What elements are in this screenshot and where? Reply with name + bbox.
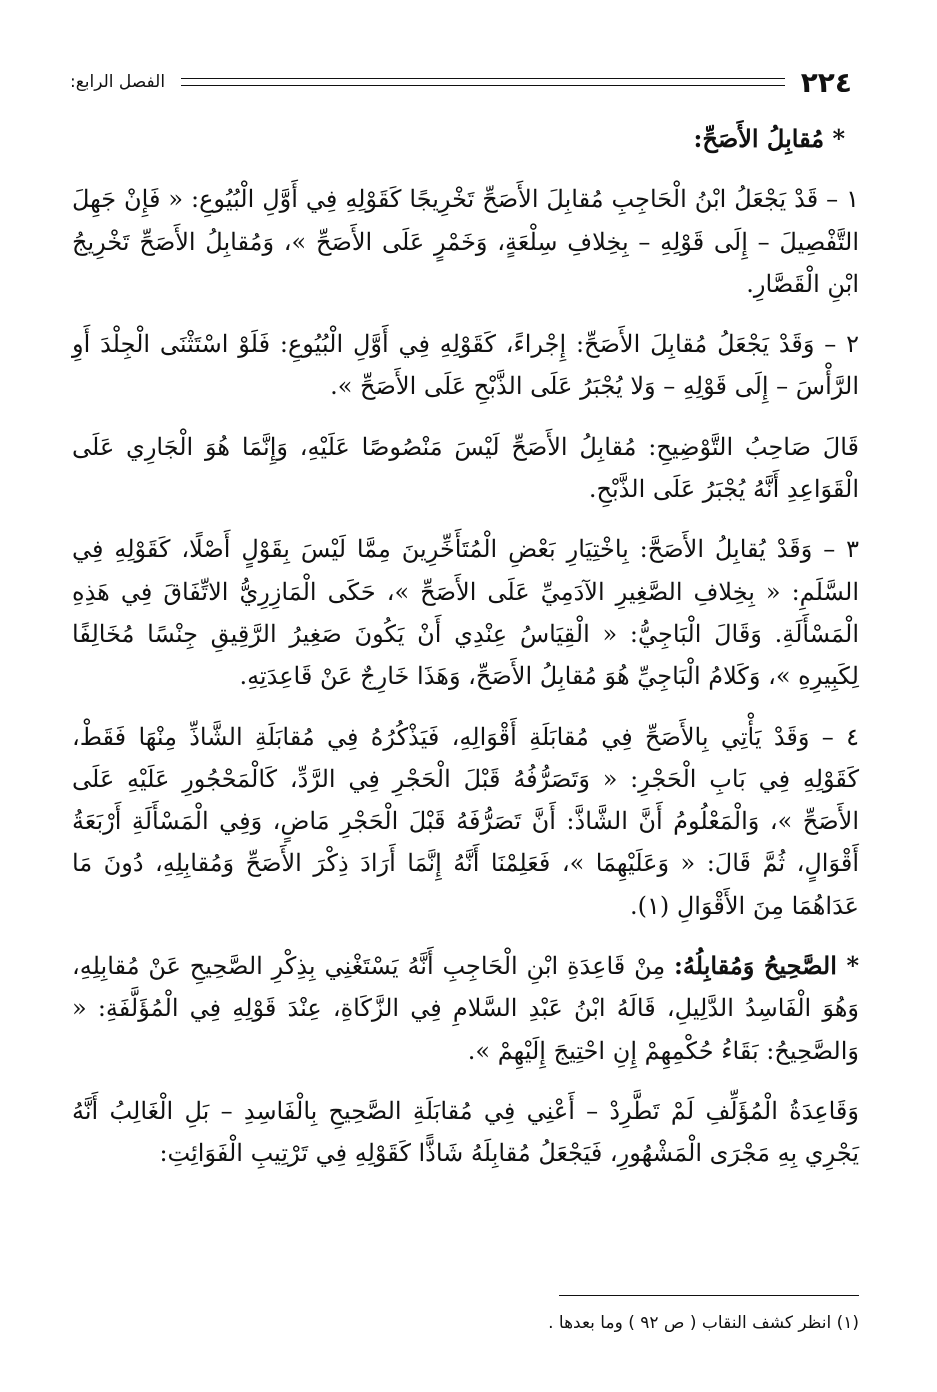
section-heading-sahih: * الصَّحِيحُ وَمُقابِلُهُ:: [674, 951, 859, 981]
paragraph-6-text: مِنْ قَاعِدَةِ ابْنِ الْحَاجِبِ أَنَّهُ يَسْتَغْنِي بِذِكْرِ الصَّحِيحِ عَنْ مُقابِلِهِ، وَهُوَ الْفَاسِدُ الدَّلِيلِ، قَالَهُ ابْنُ عَبْدِ السَّلامِ فِي الزَّكَاةِ، عِنْدَ قَوْلِهِ فِي الْمُؤَلَّفَةِ: « وَالصَّحِيحُ: بَقَاءُ حُكْمِهِمْ إِنِ احْتِيجَ إِلَيْهِمْ ».: [72, 952, 859, 1065]
footnote-divider: [559, 1295, 859, 1296]
paragraph-2: ٢ – وَقَدْ يَجْعَلُ مُقابِلَ الأَصَحِّ: إِجْراءً، كَقَوْلِهِ فِي أَوَّلِ الْبُيُوعِ: فَلَوْ اسْتَثْنَى الْجِلْدَ أَوِ الرَّأْسَ – إِلَى قَوْلِهِ – وَلا يُجْبَرُ عَلَى الذَّبْحِ عَلَى الأَصَحِّ ».: [72, 330, 859, 401]
section-heading-asahh: * مُقابِلُ الأَصَحِّ:: [693, 124, 845, 153]
page-number: ٢٢٤: [800, 65, 852, 99]
paragraph-5: ٤ – وَقَدْ يَأْتِي بِالأَصَحِّ فِي مُقابَلَةِ أَقْوَالِهِ، فَيَذْكُرُهُ فِي مُقابَلَةِ الشَّاذِّ مِنْهَا فَقَطْ، كَقَوْلِهِ فِي بَابِ الْحَجْرِ: « وَتَصَرُّفُهُ قَبْلَ الْحَجْرِ فِي الرَّدِّ، كَالْمَحْجُورِ عَلَيْهِ عَلَى الأَصَحِّ »، وَالْمَعْلُومُ أَنَّ الشَّاذَّ: أَنَّ تَصَرُّفَهُ قَبْلَ الْحَجْرِ مَاضٍ، وَفِي الْمَسْأَلَةِ أَرْبَعَةُ أَقْوَالٍ، ثُمَّ قَالَ: « وَعَلَيْهِمَا »، فَعَلِمْنَا أَنَّهُ إِنَّمَا أَرَادَ ذِكْرَ الأَصَحِّ وَمُقابِلِهِ، دُونَ مَا عَدَاهُمَا مِنَ الأَقْوَالِ (١).: [72, 722, 859, 920]
running-header: [70, 62, 852, 102]
chapter-title: الفصل الرابع:: [70, 72, 166, 92]
header-double-rule: [181, 78, 785, 86]
main-text: [72, 118, 859, 1181]
footnote: (١) انظر كشف النقاب ( ص ٩٢ ) وما بعدها .: [548, 1313, 859, 1333]
paragraph-1: ١ – قَدْ يَجْعَلُ ابْنُ الْحَاجِبِ مُقابِلَ الأَصَحِّ تَخْرِيجًا كَقَوْلِهِ فِي أَوَّلِ الْبُيُوعِ: « فَإِنْ جَهِلَ التَّفْصِيلَ – إِلَى قَوْلِهِ – بِخِلافِ سِلْعَةٍ، وَخَمْرٍ عَلَى الأَصَحِّ »، وَمُقابِلُ الأَصَحِّ تَخْرِيجُ ابْنِ الْقَصَّارِ.: [72, 185, 859, 298]
paragraph-7: وَقَاعِدَةُ الْمُؤَلِّفِ لَمْ تَطَّرِدْ – أَعْنِي فِي مُقابَلَةِ الصَّحِيحِ بِالْفَاسِدِ – بَلِ الْغَالِبُ أَنَّهُ يَجْرِي بِهِ مَجْرَى الْمَشْهُورِ، فَيَجْعَلُ مُقابِلَهُ شَاذًّا كَقَوْلِهِ فِي تَرْتِيبِ الْفَوَائِتِ:: [72, 1096, 859, 1168]
paragraph-3: قَالَ صَاحِبُ التَّوْضِيحِ: مُقابِلُ الأَصَحِّ لَيْسَ مَنْصُوصًا عَلَيْهِ، وَإِنَّمَا هُوَ الْجَارِي عَلَى الْقَوَاعِدِ أَنَّهُ يُجْبَرُ عَلَى الذَّبْحِ.: [72, 432, 859, 504]
paragraph-4: ٣ – وَقَدْ يُقابِلُ الأَصَحَّ: بِاخْتِيَارِ بَعْضِ الْمُتَأَخِّرِينَ مِمَّا لَيْسَ بِقَوْلٍ أَصْلًا، كَقَوْلِهِ فِي السَّلَمِ: « بِخِلافِ الصَّغِيرِ الآدَمِيِّ عَلَى الأَصَحِّ »، حَكَى الْمَازِرِيُّ الاتِّفَاقَ فِي هَذِهِ الْمَسْأَلَةِ. وَقَالَ الْبَاجِيُّ: « الْقِيَاسُ عِنْدِي أَنْ يَكُونَ صَغِيرُ الرَّقِيقِ جِنْسًا مُخَالِفًا لِكَبِيرِهِ »، وَكَلامُ الْبَاجِيِّ هُوَ مُقابِلُ الأَصَحِّ، وَهَذَا خَارِجٌ عَنْ قَاعِدَتِهِ.: [72, 535, 859, 691]
paragraph-6: [72, 945, 859, 1072]
